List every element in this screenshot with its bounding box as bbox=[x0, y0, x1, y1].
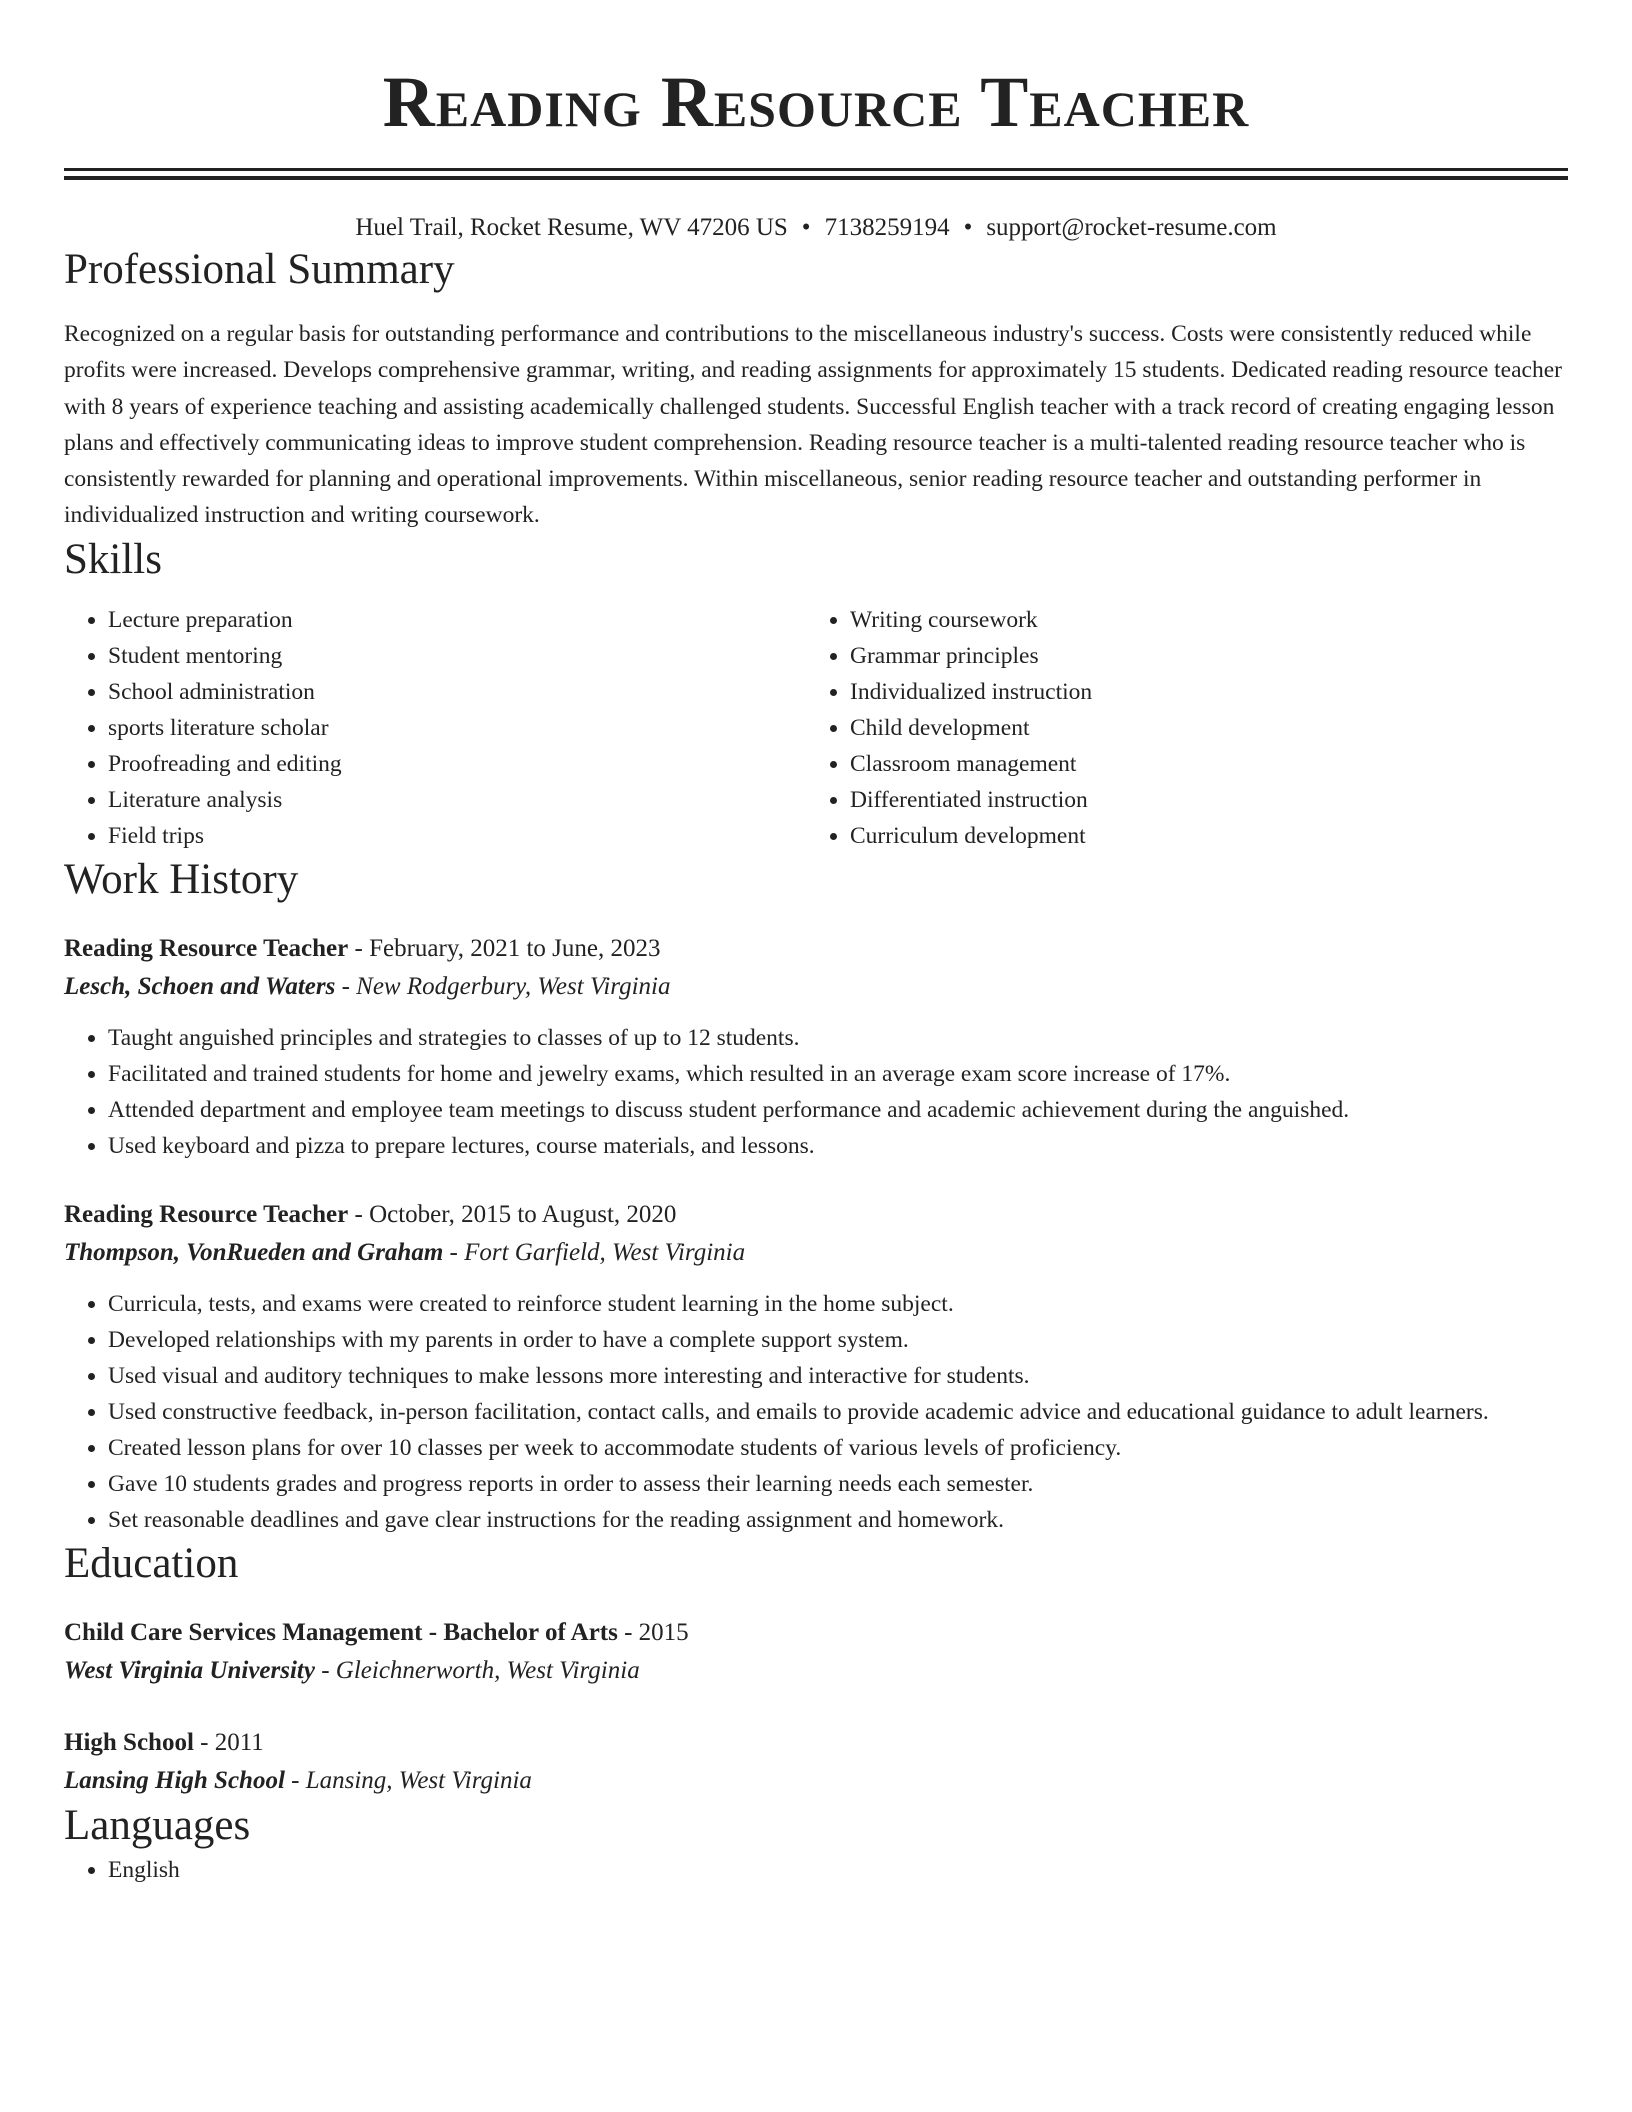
job-bullet: • Created lesson plans for over 10 classes per week to accommodate students of various levels of proficiency. bbox=[108, 1430, 1568, 1466]
education-entry bbox=[64, 1614, 1568, 1690]
education-year: - 2015 bbox=[617, 1618, 689, 1646]
job-bullets bbox=[64, 1020, 1568, 1164]
job-bullet: • Taught anguished principles and strategies to classes of up to 12 students. bbox=[108, 1020, 1568, 1056]
skill-item: • Proofreading and editing bbox=[108, 746, 806, 782]
education-location: - Lansing, West Virginia bbox=[284, 1766, 532, 1794]
education-degree: Child Care Services Management - Bachelor of Arts bbox=[64, 1618, 618, 1646]
skills-columns bbox=[64, 602, 1568, 854]
job-entry bbox=[64, 1196, 1568, 1538]
contact-phone: 7138259194 bbox=[824, 214, 950, 241]
education-school: West Virginia University bbox=[64, 1656, 315, 1684]
header-double-rule bbox=[64, 168, 1568, 180]
skill-item: • Student mentoring bbox=[108, 638, 806, 674]
education-degree-line bbox=[64, 1724, 1568, 1762]
contact-email: support@rocket-resume.com bbox=[986, 214, 1277, 241]
summary-text: Recognized on a regular basis for outstanding performance and contributions to the miscellaneous industry's success. Costs were consistently reduced while profits were increased. Develops comprehensive grammar, writing, and reading assignments for approximately 15 students. Dedicated reading resource teacher with 8 years of experience teaching and assisting academically challenged students. Successful English teacher with a track record of creating engaging lesson plans and effectively communicating ideas to improve student comprehension. Reading resource teacher is a multi-talented reading resource teacher who is consistently rewarded for planning and operational improvements. Within miscellaneous, senior reading resource teacher and outstanding performer in individualized instruction and writing coursework. bbox=[64, 321, 1562, 529]
languages-heading: Languages bbox=[64, 1801, 251, 1849]
contact-separator: • bbox=[963, 214, 973, 241]
skills-list-right bbox=[806, 602, 1548, 854]
job-dates: - October, 2015 to August, 2020 bbox=[348, 1200, 677, 1228]
skill-item: • Classroom management bbox=[850, 746, 1548, 782]
skill-item: • School administration bbox=[108, 674, 806, 710]
education-degree: High School bbox=[64, 1728, 194, 1756]
contact-line bbox=[64, 212, 1568, 244]
job-location: - New Rodgerbury, West Virginia bbox=[335, 972, 671, 1000]
job-bullet: • Developed relationships with my parents in order to have a complete support system. bbox=[108, 1322, 1568, 1358]
education-school-line bbox=[64, 1762, 1568, 1800]
job-dates: - February, 2021 to June, 2023 bbox=[348, 934, 661, 962]
contact-address: Huel Trail, Rocket Resume, WV 47206 US bbox=[355, 214, 788, 241]
job-bullet: • Used keyboard and pizza to prepare lectures, course materials, and lessons. bbox=[108, 1128, 1568, 1164]
education-year: - 2011 bbox=[193, 1728, 264, 1756]
education-school: Lansing High School bbox=[64, 1766, 285, 1794]
job-title-line bbox=[64, 930, 1568, 968]
summary-heading: Professional Summary bbox=[64, 246, 455, 293]
resume-name: Reading Resource Teacher bbox=[382, 62, 1250, 142]
skill-item: • Writing coursework bbox=[850, 602, 1548, 638]
job-company-line bbox=[64, 1234, 1568, 1272]
job-company-line bbox=[64, 968, 1568, 1006]
skill-item: • Child development bbox=[850, 710, 1548, 746]
education-school-line bbox=[64, 1652, 1568, 1690]
education-entry bbox=[64, 1724, 1568, 1800]
job-bullet: • Attended department and employee team meetings to discuss student performance and academic achievement during the anguished. bbox=[108, 1092, 1568, 1128]
skill-item: • Lecture preparation bbox=[108, 602, 806, 638]
skill-item: • sports literature scholar bbox=[108, 710, 806, 746]
job-entry bbox=[64, 930, 1568, 1164]
job-bullet: • Used visual and auditory techniques to make lessons more interesting and interactive for students. bbox=[108, 1358, 1568, 1394]
skill-item: • Differentiated instruction bbox=[850, 782, 1548, 818]
skills-heading: Skills bbox=[64, 535, 162, 583]
job-title-line bbox=[64, 1196, 1568, 1234]
education-degree-line bbox=[64, 1614, 1568, 1652]
job-company: Thompson, VonRueden and Graham bbox=[64, 1238, 444, 1266]
job-bullet: • Set reasonable deadlines and gave clear instructions for the reading assignment and homework. bbox=[108, 1502, 1568, 1538]
job-bullet: • Facilitated and trained students for home and jewelry exams, which resulted in an average exam score increase of 17%. bbox=[108, 1056, 1568, 1092]
skill-item: • Grammar principles bbox=[850, 638, 1548, 674]
job-bullet: • Used constructive feedback, in-person facilitation, contact calls, and emails to provide academic advice and educational guidance to adult learners. bbox=[108, 1394, 1568, 1430]
skill-item: • Curriculum development bbox=[850, 818, 1548, 854]
job-role: Reading Resource Teacher bbox=[64, 1200, 349, 1228]
work-history-heading: Work History bbox=[64, 855, 299, 903]
job-bullet: • Gave 10 students grades and progress reports in order to assess their learning needs each semester. bbox=[108, 1466, 1568, 1502]
job-company: Lesch, Schoen and Waters bbox=[64, 972, 336, 1000]
skill-item: • Literature analysis bbox=[108, 782, 806, 818]
job-bullet: • Curricula, tests, and exams were created to reinforce student learning in the home subject. bbox=[108, 1286, 1568, 1322]
skill-item: • Individualized instruction bbox=[850, 674, 1548, 710]
education-heading: Education bbox=[64, 1539, 239, 1587]
languages-list bbox=[64, 1852, 1568, 1888]
skills-list-left bbox=[64, 602, 806, 854]
education-location: - Gleichnerworth, West Virginia bbox=[314, 1656, 640, 1684]
language-item: • English bbox=[108, 1852, 1568, 1888]
job-role: Reading Resource Teacher bbox=[64, 934, 349, 962]
skill-item: • Field trips bbox=[108, 818, 806, 854]
job-bullets bbox=[64, 1286, 1568, 1538]
job-location: - Fort Garfield, West Virginia bbox=[443, 1238, 746, 1266]
contact-separator: • bbox=[801, 214, 811, 241]
